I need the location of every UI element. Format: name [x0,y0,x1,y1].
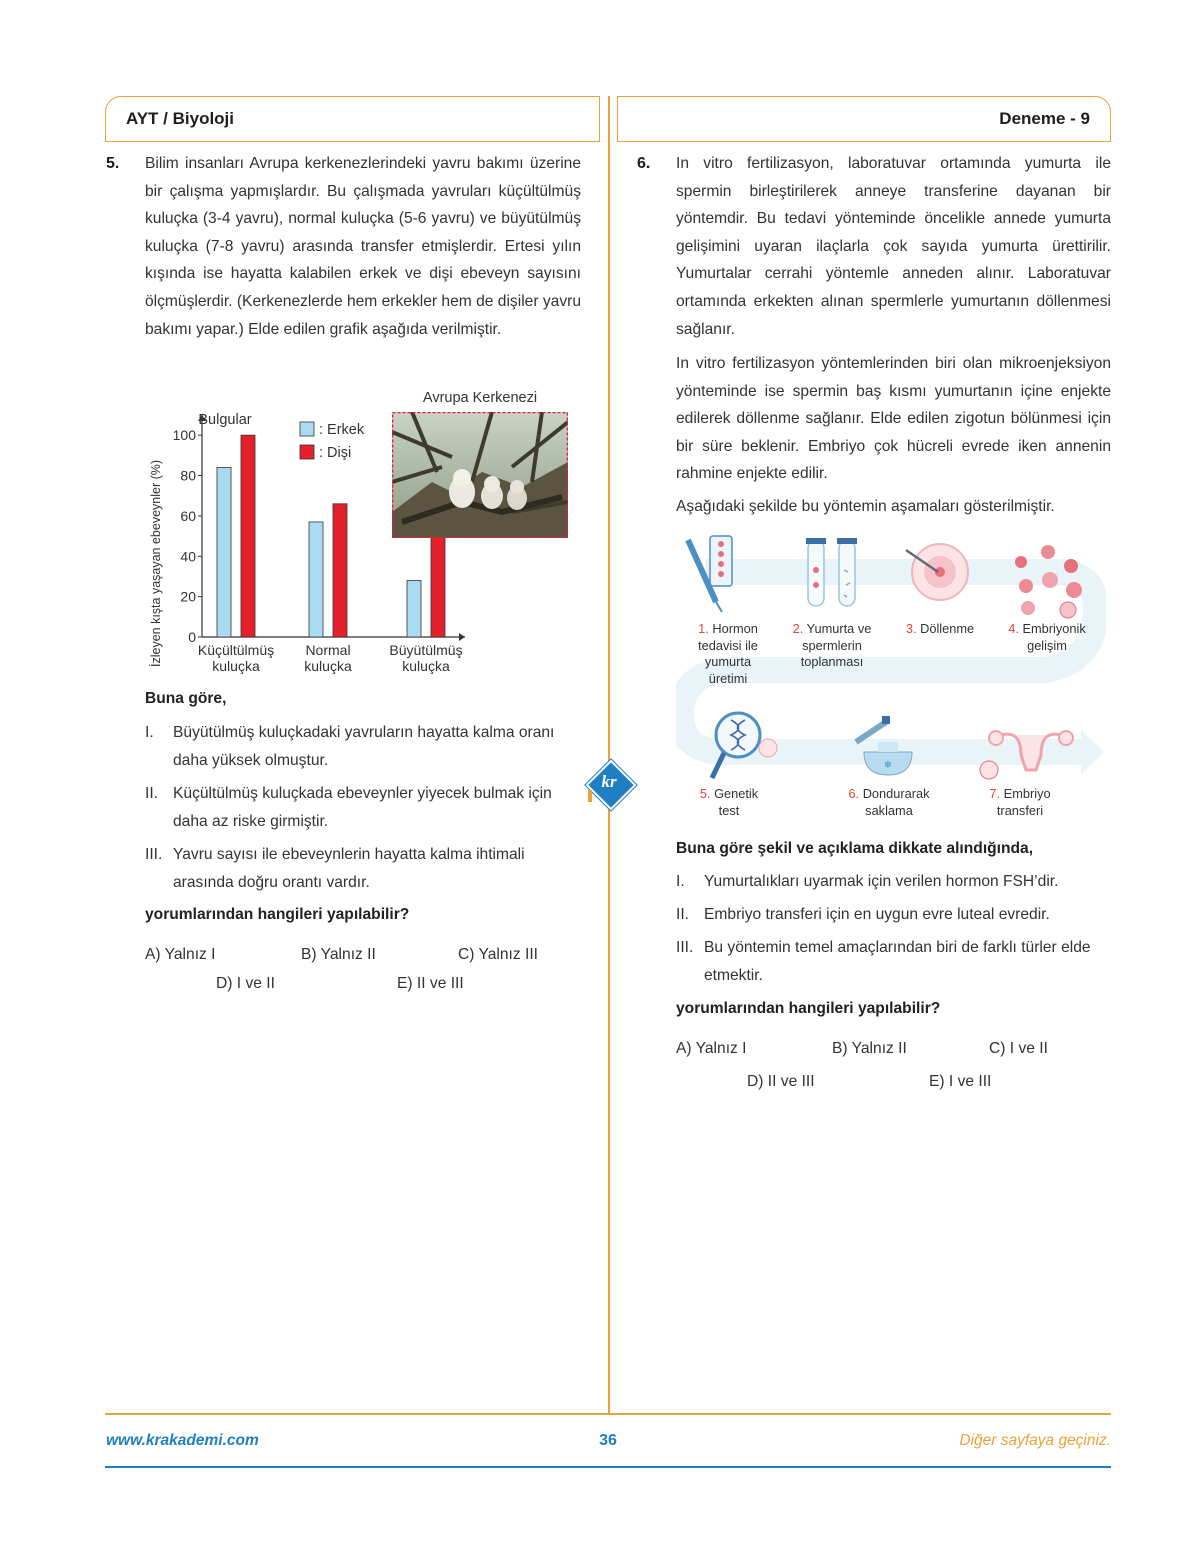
q6-option-e[interactable]: E) I ve III [929,1073,992,1090]
step-7-line-1: Embriyo [1003,786,1051,801]
step-6-line-2: saklama [865,802,913,818]
step-1-line-2: tedavisi ile [698,637,758,653]
step-1-line-4: üretimi [708,670,748,686]
step-7-num: 7. [989,786,1001,801]
chart-x-tick-label: kuluçka [212,658,260,674]
chart-bar-erkek [309,522,323,637]
header-subject [105,96,600,142]
chart-bar-dişi [333,504,347,637]
q6-statement-3-num: III. [676,939,694,956]
chart-y-tick-label: 100 [172,427,196,444]
kr-logo-text: kr [601,772,617,791]
q6-statement-3 [676,934,1111,990]
q6-number: 6. [637,155,651,172]
chart-y-tick-label: 20 [180,588,196,605]
ivf-step-6 [838,786,940,819]
step-6-line-1: Dondurarak [862,786,930,801]
step-5-line-1: Genetik [714,786,759,801]
q5-statement-2-num: II. [145,785,158,802]
q5-option-c[interactable]: C) Yalnız III [458,946,539,963]
chart-bar-dişi [241,435,255,637]
chart-x-tick-label: Normal [305,642,351,658]
q6-statement-2-text: Embriyo transferi için en uygun evre luteal evredir. [704,906,1050,923]
ivf-step-4 [998,621,1096,654]
q5-option-d[interactable]: D) I ve II [216,975,275,992]
footer-top-rule [105,1413,1111,1415]
q5-paragraph: Bilim insanları Avrupa kerkenezlerindeki yavru bakımı üzerine bir çalışma yapmışlardır. Bu çalışmada yavruları küçültülmüş kuluçka (3-4 yavru), normal kuluçka (5-6 yavru) ve büyütülmüş kuluçka (7-8 yavru) arasında transfer etmişlerdir. Ertesi yılın kışında ise hayatta kalabilen erkek ve dişi ebeveyn sayısını ölçmüşlerdir. (Kerkenezlerde hem erkekler hem de dişiler yavru bakımı yapar.) Elde edilen grafik aşağıda verilmiştir. [145,155,581,338]
step-3-num: 3. [905,621,917,636]
ivf-step-5 [686,786,772,819]
step-3-line-1: Döllenme [920,621,975,636]
step-2-line-3: toplanması [800,654,864,669]
q5-statement-1-num: I. [145,724,154,741]
q5-statement-3-text: Yavru sayısı ile ebeveynlerin hayatta kalma ihtimali arasında doğru orantı vardır. [173,846,525,891]
q5-prompt: Buna göre, [145,690,227,707]
q6-statement-3-text: Bu yöntemin temel amaçlarından biri de farklı türler elde etmektir. [704,939,1091,984]
q6-prompt: Buna göre şekil ve açıklama dikkate alındığında, [676,840,1034,857]
chart-bar-dişi [431,536,445,637]
chart-legend-label-dişi: : Dişi [319,445,352,461]
q5-photo-caption: Avrupa Kerkenezi [422,390,538,406]
step-5-num: 5. [699,786,711,801]
step-1-num: 1. [698,621,709,636]
q5-statement-1-text: Büyütülmüş kuluçkadaki yavruların hayatta kalma oranı daha yüksek olmuştur. [173,724,555,769]
footer-website-link[interactable]: www.krakademi.com [106,1432,259,1449]
chart-y-tick-label: 60 [180,507,196,524]
chart-y-tick-label: 0 [188,629,196,645]
q5-statement-2-text: Küçültülmüş kuluçkada ebeveynler yiyecek bulmak için daha az riske girmiştir. [173,785,552,830]
header-test [617,96,1111,142]
q5-statement-3-num: III. [145,846,163,863]
header-test-title: Deneme - 9 [999,109,1090,128]
ivf-step-7 [976,786,1064,819]
chart-y-axis-label: İzleyen kışta yaşayan ebeveynler (%) [149,459,163,667]
chart-legend-swatch-erkek [300,422,314,436]
ivf-step-1 [682,621,774,687]
chart-legend-label-erkek: : Erkek [319,422,365,438]
step-1-line-1: Hormon [712,621,758,636]
ivf-step-3 [895,621,985,638]
step-5-line-2: test [718,802,740,818]
q6-statement-2-num: II. [676,906,689,923]
kestrel-photo-image [392,412,568,538]
ivf-step-2 [782,621,882,671]
q6-question: yorumlarından hangileri yapılabilir? [676,1000,941,1017]
q6-option-c[interactable]: C) I ve II [989,1040,1048,1057]
chart-x-tick-label: kuluçka [402,658,450,674]
q6-statement-1-text: Yumurtalıkları uyarmak için verilen hormon FSH’dir. [704,873,1059,890]
step-2-line-2: spermlerin [802,637,862,653]
q6-option-a[interactable]: A) Yalnız I [676,1040,747,1057]
q5-number: 5. [106,155,120,172]
chart-bar-erkek [407,580,421,637]
process-arrowhead [1081,730,1104,774]
step-4-line-2: gelişim [1027,637,1067,653]
q5-option-e[interactable]: E) II ve III [397,975,464,992]
svg-text:❄: ❄ [883,760,893,771]
q6-statement-2 [676,901,1111,929]
q5-statement-2 [145,780,581,836]
syringe-icon [688,536,732,612]
q6-paragraph-1: In vitro fertilizasyon, laboratuvar ortamında yumurta ile spermin birleştirilerek anneye transferine dayanan bir yöntemdir. Bu tedavi yönteminde öncelikle annede yumurta gelişimini uyaran ilaçlarla çok sayıda yumurta ürettirilir. Yumurtalar cerrahi yöntemle anneden alınır. Laboratuvar ortamında erkekten alınan spermlerle yumurtanın döllenmesi sağlanır. [676,155,1111,338]
step-7-line-2: transferi [996,802,1044,818]
q6-paragraph-2: In vitro fertilizasyon yöntemlerinden biri olan mikroenjeksiyon yönteminde ise spermin baş kısmı yumurtanın içine enjekte edilerek döllenme sağlanır. Elde edilen zigotun bölünmesi için bir süre beklenir. Embriyo çok hücreli evrede iken annenin rahmine enjekte edilir. [676,355,1111,483]
fertilization-egg-icon [906,544,968,600]
q6-option-b[interactable]: B) Yalnız II [832,1040,907,1057]
chart-legend-swatch-dişi [300,445,314,459]
chart-x-tick-label: Büyütülmüş [389,642,463,658]
chart-x-axis-arrow [459,633,465,641]
page-number: 36 [599,1432,617,1449]
kr-logo [586,760,632,806]
step-4-num: 4. [1008,621,1019,636]
step-2-line-1: Yumurta ve [806,621,872,636]
q5-statement-1 [145,719,581,775]
chart-x-tick-label: kuluçka [304,658,352,674]
step-1-line-3: yumurta [704,654,752,669]
q5-photo [392,390,568,538]
chart-bar-erkek [217,467,231,637]
step-2-num: 2. [792,621,804,636]
genetic-test-magnifier-icon [712,713,777,778]
chart-y-tick-label: 40 [180,548,196,565]
header-subject-title: AYT / Biyoloji [126,109,235,128]
chart-title: Bulgular [198,412,252,428]
q5-question: yorumlarından hangileri yapılabilir? [145,906,410,923]
q5-option-b[interactable]: B) Yalnız II [301,946,376,963]
chart-x-tick-label: Küçültülmüş [197,642,275,658]
q6-statement-1 [676,868,1111,896]
step-4-line-1: Embriyonik [1022,621,1086,636]
q5-option-a[interactable]: A) Yalnız I [145,946,216,963]
chart-y-tick-label: 80 [180,467,196,484]
footer-bottom-rule [105,1466,1111,1468]
footer-next-page: Diğer sayfaya geçiniz. [959,1432,1111,1449]
q6-statement-1-num: I. [676,873,685,890]
step-6-num: 6. [848,786,860,801]
column-divider [608,96,610,1414]
q6-paragraph-3: Aşağıdaki şekilde bu yöntemin aşamaları gösterilmiştir. [676,498,1055,515]
q6-option-d[interactable]: D) II ve III [747,1073,815,1090]
q5-statement-3 [145,841,581,897]
